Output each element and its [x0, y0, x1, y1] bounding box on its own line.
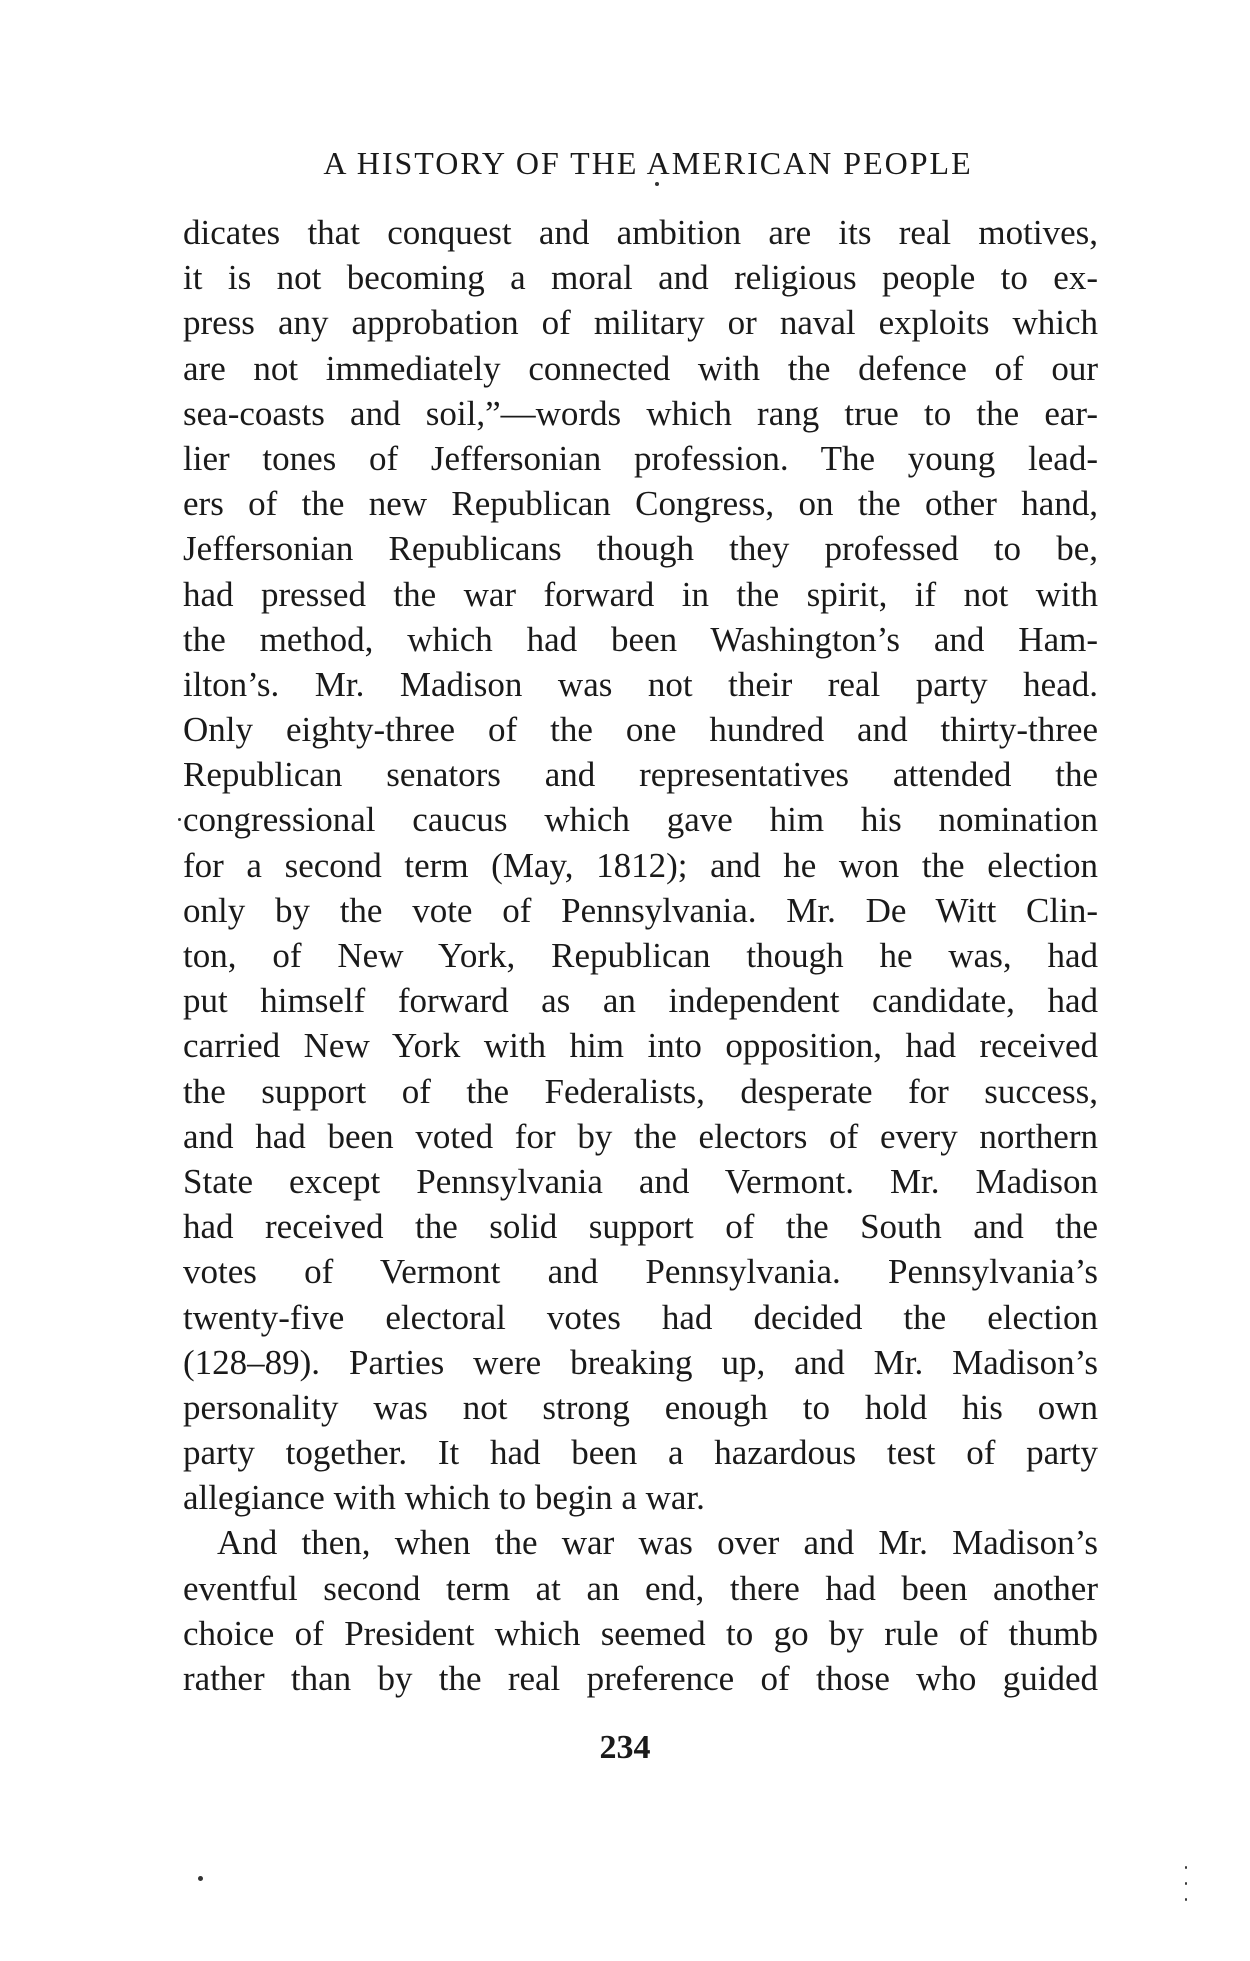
- text-line: the method, which had been Washington’s and Ham-: [183, 619, 1098, 659]
- paragraph: [183, 210, 1098, 1520]
- text-line: the support of the Federalists, desperate for success,: [183, 1071, 1098, 1111]
- text-line: and had been voted for by the electors of every northern: [183, 1116, 1098, 1156]
- print-speck: [1185, 1882, 1187, 1885]
- text-line: had received the solid support of the South and the: [183, 1207, 1098, 1247]
- text-line: votes of Vermont and Pennsylvania. Pennsylvania’s: [183, 1252, 1098, 1292]
- print-speck: [1185, 1898, 1187, 1901]
- text-line: ton, of New York, Republican though he was, had: [183, 936, 1098, 975]
- text-line: personality was not strong enough to hold his own: [183, 1387, 1098, 1427]
- print-speck: [1185, 1866, 1187, 1869]
- text-line: (128–89). Parties were breaking up, and Mr. Madison’s: [183, 1342, 1098, 1382]
- text-line: had pressed the war forward in the spirit, if not with: [183, 574, 1098, 614]
- text-line: Jeffersonian Republicans though they professed to be,: [183, 529, 1098, 569]
- text-line: put himself forward as an independent candidate, had: [183, 981, 1098, 1021]
- text-line: twenty-five electoral votes had decided the election: [183, 1297, 1098, 1337]
- text-line: ers of the new Republican Congress, on the other hand,: [183, 484, 1098, 524]
- running-head: A HISTORY OF THE AMERICAN PEOPLE: [323, 145, 973, 181]
- text-line: rather than by the real preference of those who guided: [183, 1659, 1098, 1698]
- text-line: are not immediately connected with the defence of our: [183, 348, 1098, 388]
- text-line: ilton’s. Mr. Madison was not their real party head.: [183, 664, 1098, 704]
- print-speck: [655, 182, 659, 186]
- text-line: press any approbation of military or naval exploits which: [183, 303, 1098, 343]
- text-line: choice of President which seemed to go by rule of thumb: [183, 1613, 1098, 1653]
- text-line: carried New York with him into opposition, had received: [183, 1026, 1098, 1066]
- text-line: only by the vote of Pennsylvania. Mr. De Witt Clin-: [183, 890, 1098, 930]
- print-speck: [198, 1876, 203, 1881]
- text-line: State except Pennsylvania and Vermont. Mr. Madison: [183, 1161, 1098, 1201]
- text-line: allegiance with which to begin a war.: [183, 1478, 705, 1518]
- text-line: And then, when the war was over and Mr. Madison’s: [217, 1523, 1098, 1563]
- body-text: [183, 210, 1098, 1701]
- text-line: Only eighty-three of the one hundred and thirty-three: [183, 710, 1098, 750]
- text-line: Republican senators and representatives attended the: [183, 755, 1098, 795]
- text-line: lier tones of Jeffersonian profession. The young lead-: [183, 438, 1098, 478]
- text-line: eventful second term at an end, there had been another: [183, 1568, 1098, 1608]
- paragraph: [183, 1520, 1098, 1701]
- print-speck: [178, 818, 181, 821]
- text-line: for a second term (May, 1812); and he won the election: [183, 845, 1098, 885]
- text-line: congressional caucus which gave him his nomination: [183, 800, 1098, 840]
- text-line: sea-coasts and soil,”—words which rang true to the ear-: [183, 393, 1098, 433]
- text-line: dicates that conquest and ambition are its real motives,: [183, 213, 1098, 252]
- text-line: party together. It had been a hazardous test of party: [183, 1433, 1098, 1473]
- page-number: 234: [599, 1729, 651, 1766]
- text-line: it is not becoming a moral and religious people to ex-: [183, 258, 1098, 298]
